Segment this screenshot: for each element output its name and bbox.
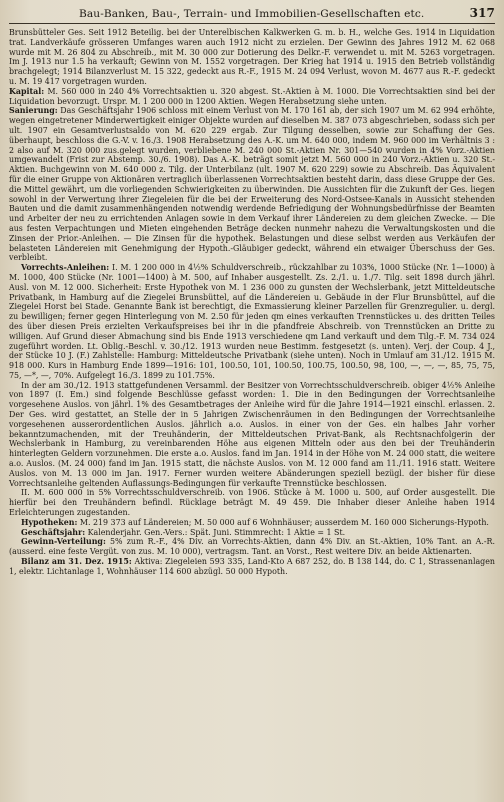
section-heading: Gewinn-Verteilung:	[21, 537, 106, 547]
paragraph-text: 5% zum R.-F., 4% Div. an Vorrechts-Aktien, dann 4% Div. an St.-Aktien, 10% Tant. an A.-R. (ausserd. eine feste Vergüt. von zus. M. 10 000), vertragsm. Tant. an Vorst., Rest weitere Div. an beide Aktienarten.	[9, 537, 495, 557]
paragraph	[9, 537, 495, 557]
header-rule	[9, 23, 495, 24]
paragraph	[9, 528, 495, 538]
paragraph	[9, 518, 495, 528]
paragraph-text: In der am 30./12. 1913 stattgefundenen Versamml. der Besitzer von Vorrechtsschuldverschreib. obiger 4½% Anleihe von 1897 (I. Em.) sind folgende Beschlüsse gefasst worden: 1. Die in den Bedingungen der Vorrechtsanleihe vorgesehene Auslos. von jährl. 1% des Gesamtbetrages der Anleihe wird für die Jahre 1914—1921 einschl. erlassen. 2. Der Ges. wird gestattet, an Stelle der in 5 Jahrigen Zwischenräumen in den Bedingungen der Vorrechtsanleihe vorgesehenen ausserordentlichen Auslos. jährlich a.o. Auslos. in einer von der Ges. ein halbes Jahr vorher bekanntzumachenden, mit der Treuhänderin, der Mitteldeutschen Privat-Bank, als Rechtsnachfolgerin der Wechslerbank in Hamburg, zu vereinbarenden Höhe aus eigenen Mitteln oder aus den bei der Treuhänderin hinterlegten Geldern vorzunehmen. Die erste a.o. Auslos. fand im Jan. 1914 in der Höhe von M. 24 000 statt, die weitere a.o. Auslos. (M. 24 000) fand im Jan. 1915 statt, die nächste Auslos. von M. 12 000 fand am 11./11. 1916 statt. Weitere Auslos. von M. 13 000 im Jan. 1917. Ferner wurden weitere Abänderungen speziell bezügl. der bisher für diese Vorrechtsanleihe geltenden Auflassungs-Bedingungen für verkaufte Trennstücke beschlossen.	[9, 380, 495, 488]
paragraph-text: Kalenderjahr. Gen.-Vers.: Spät. Juni. Stimmrecht: 1 Aktie = 1 St.	[85, 527, 346, 537]
paragraph	[9, 488, 495, 517]
paragraph-text: Brunsbütteler Ges. Seit 1912 Beteilig. bei der Unterelbischen Kalkwerken G. m. b. H., welche Ges. 1914 in Liquidation trat. Landverkäufe grösseren Umfanges waren auch 1912 nicht zu erzielen. Der Gewinn des Jahres 1912 M. 62 068 wurde mit M. 26 804 zu Abschreib., mit M. 30 000 zur Dotierung des Delkr.-F. verwendet u. mit M. 5263 vorgetragen. Im J. 1913 nur 1.5 ha verkauft; Gewinn von M. 1552 vorgetragen. Der Krieg hat 1914 u. 1915 den Betrieb vollständig brachgelegt; 1914 Bilanzverlust M. 15 322, gedeckt aus R.-F., 1915 M. 24 094 Verlust, wovon M. 4677 aus R.-F. gedeckt u. M. 19 417 vorgetragen wurden.	[9, 28, 495, 86]
paragraph	[9, 557, 495, 577]
paragraph-text: II. M. 600 000 in 5% Vorrechtsschuldverschreib. von 1906. Stücke à M. 1000 u. 500, auf Order ausgestellt. Die hierfür bei den Treuhändern befindl. Rücklage beträgt M. 49 459. Die Inhaber dieser Anleihe haben 1914 Erleichterungen zugestanden.	[9, 488, 495, 518]
paragraph-text: Das Geschäftsjahr 1906 schloss mit einem Verlust von M. 170 161 ab, der sich 1907 um M. 62 994 erhöhte, wegen eingetretener Minderwertigkeit einiger Objekte wurden auf dieselben M. 387 073 abgeschrieben, sodass sich per ult. 1907 ein Gesamtverlustsaldo von M. 620 229 ergab. Zur Tilgung desselben, sowie zur Schaffung der Ges. überhaupt, beschloss die G.-V. v. 16./3. 1908 Herabsetzung des A.-K. um M. 640 000, indem M. 960 000 im Verhältnis 3 : 2 also auf M. 320 000 zus.gelegt wurden, verbliebene M. 240 000 St.-Aktien Nr. 301—540 wurden in 4% Vorz.-Aktien umgewandelt (Frist zur Abstemp. 30./6. 1908). Das A.-K. beträgt somit jetzt M. 560 000 in 240 Vorz.-Aktien u. 320 St.-Aktien. Buchgewinn von M. 640 000 z. Tilg. der Unterbilanz (ult. 1907 M. 620 229) sowie zu Abschreib. Das Äquivalent für die einer Gruppe von Aktionären vertraglich überlassenen Vorrechtsaktien besteht darin, dass diese Gruppe der Ges. die Mittel gewährt, um die vorliegenden Schwierigkeiten zu überwinden. Die Aussichten für die Zukunft der Ges. liegen sowohl in der Verwertung ihrer Ziegeleien für die bei der Erweiterung des Nord-Ostsee-Kanals in Aussicht stehenden Bauten und die damit zusammenhängenden notwendig werdende Befriedigung der Wohnungsbedürfnisse der Beamten und Arbeiter der neu zu errichtenden Anlagen sowie in dem Verkauf ihrer Ländereien zu dem gleichen Zwecke. — Die aus festen Verpachtungen und Mieten eingehenden Beträge decken nunmehr nahezu die Verwaltungskosten und die Zinsen der Prior.-Anleihen. — Die Zinsen für die hypothek. Belastungen und diese selbst werden aus Verkäufen der belasteten Ländereien mit Genehmigung der Hypoth.-Gläubiger gedeckt, während ein etwaiger Überschuss der Ges. verbleibt.	[9, 106, 495, 263]
section-heading: Geschäftsjahr:	[21, 527, 86, 537]
page-header	[9, 6, 495, 20]
paragraph	[9, 263, 495, 381]
paragraph-text: M. 560 000 in 240 4% Vorrechtsaktien u. 320 abgest. St.-Aktien à M. 1000. Die Vorrechtsaktien sind bei der Liquidation bevorzugt. Urspr. M. 1 200 000 in 1200 Aktien. Wegen Herabsetzung siehe unten.	[9, 86, 495, 106]
running-title: Bau-Banken, Bau-, Terrain- und Immobilien-Gesellschaften etc.	[79, 8, 425, 20]
paragraph-text: Aktiva: Ziegeleien 593 335, Land-Kto A 687 252, do. B 138 144, do. C 1, Strassenanlagen 1, elektr. Lichtanlage 1, Wohnhäuser 114 600 abzügl. 50 000 Hypoth.	[9, 557, 495, 576]
section-heading: Sanierung:	[9, 106, 58, 116]
paragraph-text: M. 219 373 auf Ländereien; M. 50 000 auf 6 Wohnhäuser; ausserdem M. 160 000 Sicherungs-Hypoth.	[77, 517, 489, 527]
paragraph	[9, 381, 495, 489]
paragraph-text: I. M. 1 200 000 in 4½% Schuldverschreib., rückzahlbar zu 103%, 1000 Stücke (Nr. 1—1000) à M. 1000, 400 Stücke (Nr. 1001—1400) à M. 500, auf Inhaber ausgestellt. Zs. 2./1. u. 1./7. Tilg. seit 1898 durch jährl. Ausl. von M. 12 000. Sicherheit: Erste Hypothek von M. 1 236 000 zu gunsten der Wechslerbank, jetzt Mitteldeutsche Privatbank, in Hamburg auf die Ziegelei Brunsbüttel, auf die Ländereien u. Gebäude in der Flur Brunsbüttel, auf die Ziegelei Horst bei Stade. Genannte Bank ist berechtigt, die Exmassierung kleiner Parzellen für Grenzregulier. u. dergl. zu bewilligen; ferner gegen Hinterlegung von M. 2.50 für jeden qm eines verkauften Trennstückes u. des dritten Teiles des über diesen Preis erzielten Verkaufspreises bei ihr in die pfandfreie Abschreib. von Trennstücken an Dritte zu willigen. Auf Grund dieser Abmachung sind bis Ende 1913 verschiedene qm Land verkauft und dem Tilg.-F. M. 734 024 zugeführt worden. Lt. Oblig.-Beschl. v. 30./12. 1913 wurden neue Bestimm. festgesetzt (s. unten). Verj. der Coup. 4 J., der Stücke 10 J. (F.) Zahlstelle: Hamburg: Mitteldeutsche Privatbank (siehe unten). Noch in Umlauf am 31./12. 1915 M. 918 000. Kurs in Hamburg Ende 1899—1916: 101, 100.50, 101, 100.50, 100.75, 100.50, 98, 100, —, —, —, 85, 75, 75, 75, —*, —, 70%. Aufgelegt 16./3. 1899 zu 101.75%.	[9, 263, 495, 380]
paragraph	[9, 106, 495, 263]
section-heading: Vorrechts-Anleihen:	[21, 263, 110, 273]
paragraph	[9, 28, 495, 87]
section-heading: Hypotheken:	[21, 517, 78, 527]
document-body	[9, 28, 495, 577]
section-heading: Kapital:	[9, 86, 45, 96]
section-heading: Bilanz am 31. Dez. 1915:	[21, 557, 132, 567]
page-number: 317	[469, 6, 495, 20]
paragraph	[9, 87, 495, 107]
